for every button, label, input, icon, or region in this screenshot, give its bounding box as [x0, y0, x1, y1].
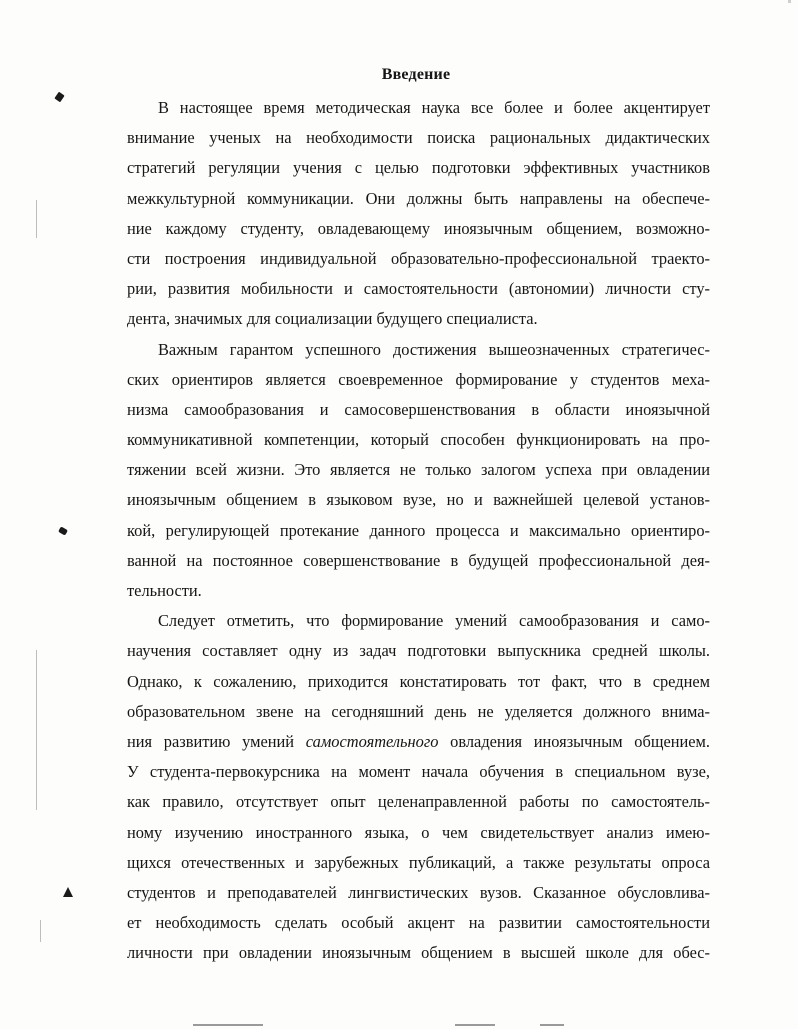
paragraph-2: [127, 335, 710, 607]
text-line: тельности.: [127, 581, 202, 600]
paragraph-1: [127, 93, 710, 335]
text-line: щихся отечественных и зарубежных публикаций, а также результаты опроса: [127, 852, 710, 872]
text-segment: овладения иноязычным общением.: [438, 731, 711, 751]
text-line: ние каждому студенту, овладевающему иноязычным общением, возможно-: [127, 218, 710, 238]
text-line: Однако, к сожалению, приходится констатировать тот факт, что в среднем: [127, 671, 710, 691]
text-line: ет необходимость сделать особый акцент на развитии самостоятельности: [127, 913, 710, 933]
corner-mark: [788, 0, 791, 3]
text-line: студентов и преподавателей лингвистических вузов. Сказанное обусловлива-: [127, 882, 710, 902]
margin-mark: [36, 650, 37, 810]
bottom-edge-mark: [540, 1024, 564, 1026]
margin-mark: [36, 200, 37, 238]
scan-speck: [54, 92, 64, 103]
text-line: рии, развития мобильности и самостоятельности (автономии) личности сту-: [127, 279, 710, 299]
scan-speck: [58, 526, 68, 535]
bottom-edge-mark: [455, 1024, 495, 1026]
scan-speck: [63, 887, 73, 897]
text-line: сти построения индивидуальной образовательно-профессиональной траекто-: [127, 248, 710, 268]
text-line: как правило, отсутствует опыт целенаправленной работы по самостоятель-: [127, 792, 710, 812]
italic-term: самостоятельного: [305, 731, 439, 751]
text-line: тяжении всей жизни. Это является не только залогом успеха при овладении: [127, 460, 710, 480]
text-line: В настоящее время методическая наука все более и более акцентирует: [158, 98, 710, 117]
text-line: межкультурной коммуникации. Они должны быть направлены на обеспече-: [127, 188, 710, 208]
margin-mark: [40, 920, 41, 942]
paragraph-3: [127, 606, 710, 968]
text-line-with-italic: [127, 727, 710, 757]
bottom-edge-mark: [193, 1024, 263, 1026]
text-line: Следует отметить, что формирование умений самообразования и само-: [158, 611, 710, 631]
text-line: образовательном звене на сегодняшний день не уделяется должного внима-: [127, 701, 710, 721]
text-line: ванной на постоянное совершенствование в будущей профессиональной дея-: [127, 550, 710, 570]
text-line: ских ориентиров является своевременное формирование у студентов меха-: [127, 369, 710, 389]
text-line: ному изучению иностранного языка, о чем свидетельствует анализ имею-: [127, 822, 710, 842]
text-line: коммуникативной компетенции, который способен функционировать на про-: [127, 430, 710, 450]
text-line: стратегий регуляции учения с целью подготовки эффективных участников: [127, 158, 710, 178]
text-line: дента, значимых для социализации будущего специалиста.: [127, 309, 538, 329]
text-line: научения составляет одну из задач подготовки выпускника средней школы.: [127, 641, 710, 661]
text-segment: ния развитию умений: [127, 731, 306, 751]
text-line: иноязычным общением в языковом вузе, но и важнейшей целевой установ-: [127, 490, 710, 510]
text-line: личности при овладении иноязычным общением в высшей школе для обес-: [127, 943, 710, 963]
text-line: Важным гарантом успешного достижения вышеозначенных стратегичес-: [158, 339, 710, 359]
text-line: низма самообразования и самосовершенствования в области иноязычной: [127, 399, 710, 419]
text-line: У студента-первокурсника на момент начала обучения в специальном вузе,: [127, 762, 710, 782]
page-title: Введение: [381, 66, 451, 83]
text-line: кой, регулирующей протекание данного процесса и максимально ориентиро-: [127, 520, 710, 540]
body-text: [127, 93, 710, 968]
text-line: внимание ученых на необходимости поиска рациональных дидактических: [127, 128, 710, 148]
